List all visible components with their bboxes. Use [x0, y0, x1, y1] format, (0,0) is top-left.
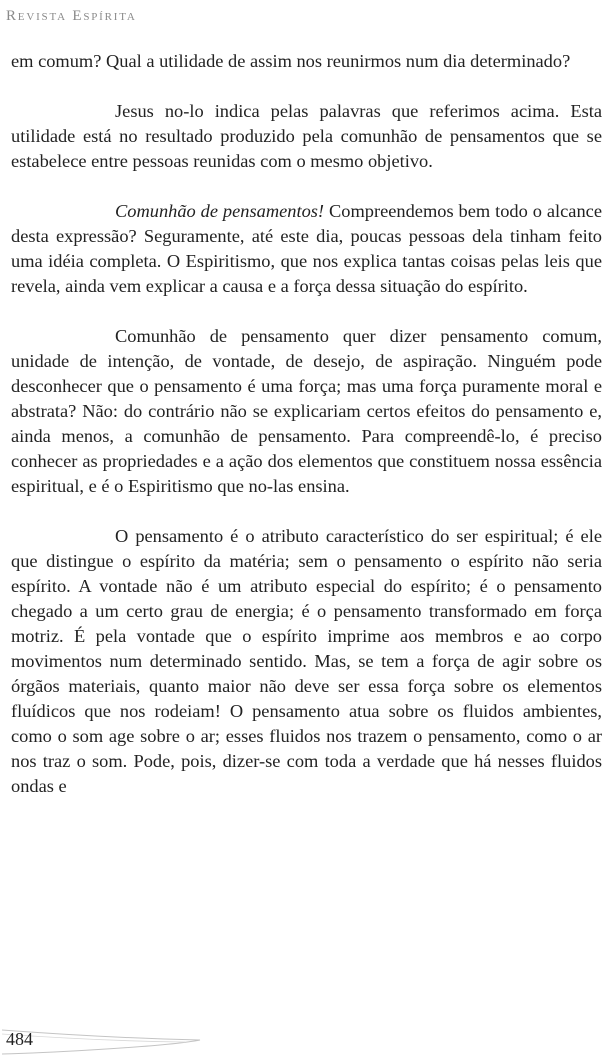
- italic-phrase: Comunhão de pensamentos!: [115, 201, 325, 221]
- paragraph: Comunhão de pensamento quer dizer pensamento comum, unidade de intenção, de vontade, de desejo, de aspiração. Ninguém pode desconhecer que o pensamento é uma força; mas uma força puramente moral e abstrata? Não: do contrário não se explicariam certos efeitos do pensamento e, ainda menos, a comunhão de pensamento. Para compreendê-lo, é preciso conhecer as propriedades e a ação dos elementos que constituem nossa essência espiritual, e é o Espiritismo que no-las ensina.: [11, 326, 602, 496]
- paragraph-continuation: em comum? Qual a utilidade de assim nos reunirmos num dia determinado?: [11, 51, 571, 71]
- page-body: [11, 49, 602, 799]
- footer-swoosh-ornament: [0, 1026, 611, 1058]
- paragraph: [11, 199, 602, 299]
- page-footer: [0, 1026, 611, 1058]
- paragraph: O pensamento é o atributo característico do ser espiritual; é ele que distingue o espírito da matéria; sem o pensamento o espírito não seria espírito. A vontade não é um atributo especial do espírito; é o pensamento chegado a um certo grau de energia; é o pensamento transformado em força motriz. É pela vontade que o espírito imprime aos membros e ao corpo movimentos num determinado sentido. Mas, se tem a força de agir sobre os órgãos materiais, quanto maior não deve ser essa força sobre os elementos fluídicos que nos rodeiam! O pensamento atua sobre os fluidos ambientes, como o som age sobre o ar; esses fluidos nos trazem o pensamento, como o ar nos traz o som. Pode, pois, dizer-se com toda a verdade que há nesses fluidos ondas e: [11, 526, 602, 796]
- paragraph: Jesus no-lo indica pelas palavras que referimos acima. Esta utilidade está no resultado produzido pela comunhão de pensamentos que se estabelece entre pessoas reunidas com o mesmo objetivo.: [11, 101, 602, 171]
- running-header: Revista Espírita: [6, 8, 137, 24]
- paragraph-text: Compreendemos bem todo o alcance desta expressão? Seguramente, até este dia, poucas pessoas dela tinham feito uma idéia completa. O Espiritismo, que nos explica tantas coisas pelas leis que revela, ainda vem explicar a causa e a força dessa situação do espírito.: [11, 201, 602, 296]
- page-number: 484: [6, 1029, 33, 1049]
